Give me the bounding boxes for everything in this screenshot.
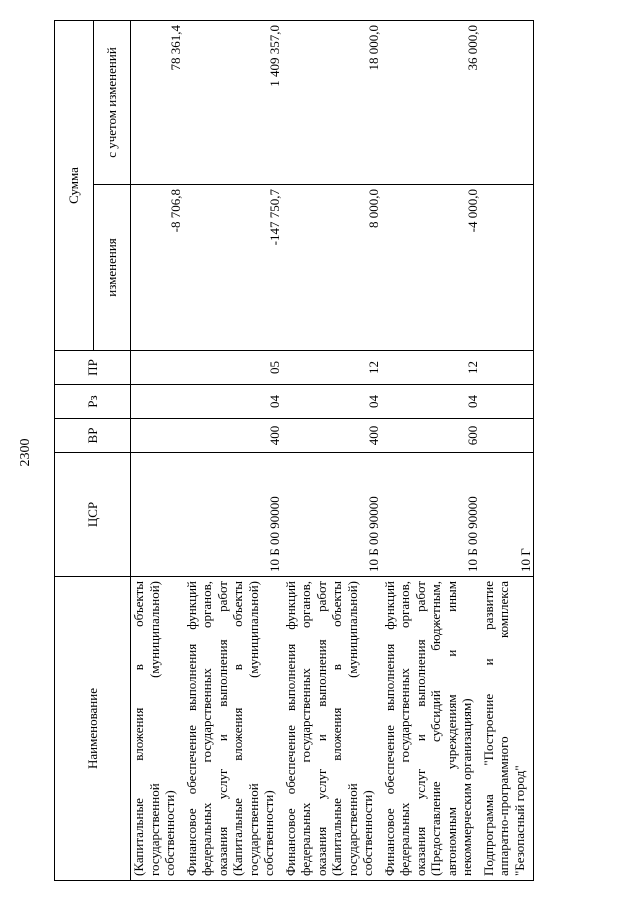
row-with-changes: 36 000,0: [382, 21, 481, 185]
row-vr: [481, 419, 534, 453]
row-csr: [131, 453, 184, 577]
row-name-line: Финансовое обеспечение выполнения функций: [381, 581, 397, 876]
row-pr: [131, 351, 184, 385]
row-name-line: "Безопасный город": [511, 765, 527, 876]
header-changes: изменения: [94, 185, 131, 351]
table-row: [382, 21, 481, 881]
row-pr: 12: [283, 351, 382, 385]
row-vr: 400: [283, 419, 382, 453]
row-csr: 10 Г: [481, 453, 534, 577]
row-name-line: государственной (муниципальной): [146, 581, 162, 876]
row-rz: 04: [283, 385, 382, 419]
row-name-line: государственной (муниципальной): [344, 581, 360, 876]
row-name-line: оказания услуг и выполнения работ: [412, 581, 428, 876]
row-vr: 600: [382, 419, 481, 453]
row-name-line: собственности): [360, 790, 375, 876]
table-row: [131, 21, 184, 881]
row-changes: -8 706,8: [131, 185, 184, 351]
row-name: [382, 577, 481, 881]
row-changes: -147 750,7: [184, 185, 283, 351]
table-body: [131, 21, 534, 881]
row-name-line: федеральных государственных органов,: [298, 581, 313, 876]
row-name-line: автономным учреждениям и иным: [443, 581, 459, 876]
row-with-changes: [481, 21, 534, 185]
header-csr: ЦСР: [55, 453, 131, 577]
row-vr: [131, 419, 184, 453]
header-pr: ПР: [55, 351, 131, 385]
row-pr: [481, 351, 534, 385]
row-name-line: (Капитальные вложения в объекты: [131, 581, 146, 876]
row-vr: 400: [184, 419, 283, 453]
header-with-changes: с учетом изменений: [94, 21, 131, 185]
row-name-line: аппаратно-программного комплекса: [496, 581, 511, 876]
row-name: [131, 577, 184, 881]
row-name-line: собственности): [261, 790, 276, 876]
row-name-line: оказания услуг и выполнения работ: [313, 581, 329, 876]
row-name-line: оказания услуг и выполнения работ: [214, 581, 230, 876]
page-number: 2300: [18, 438, 33, 467]
row-csr: 10 Б 00 90000: [382, 453, 481, 577]
row-name: [481, 577, 534, 881]
row-name-line: Подпрограмма "Построение и развитие: [480, 581, 496, 876]
row-with-changes: 1 409 357,0: [184, 21, 283, 185]
table-row: [184, 21, 283, 881]
row-rz: [131, 385, 184, 419]
table-row: [481, 21, 534, 881]
row-changes: 8 000,0: [283, 185, 382, 351]
header-vr: ВР: [55, 419, 131, 453]
header-name: Наименование: [55, 577, 131, 881]
row-name: [283, 577, 382, 881]
row-name-line: собственности): [162, 790, 177, 876]
row-rz: 04: [382, 385, 481, 419]
row-with-changes: 78 361,4: [131, 21, 184, 185]
row-name-line: (Капитальные вложения в объекты: [230, 581, 245, 876]
row-name: [184, 577, 283, 881]
row-rz: [481, 385, 534, 419]
row-name-line: Финансовое обеспечение выполнения функций: [183, 581, 199, 876]
row-pr: 05: [184, 351, 283, 385]
row-changes: -4 000,0: [382, 185, 481, 351]
row-csr: 10 Б 00 90000: [184, 453, 283, 577]
table-row: [283, 21, 382, 881]
budget-table: [54, 20, 534, 881]
row-name-line: (Капитальные вложения в объекты: [329, 581, 344, 876]
row-name-line: федеральных государственных органов,: [397, 581, 412, 876]
row-csr: 10 Б 00 90000: [283, 453, 382, 577]
header-sum: Сумма: [55, 21, 94, 351]
row-changes: [481, 185, 534, 351]
row-pr: 12: [382, 351, 481, 385]
row-name-line: федеральных государственных органов,: [199, 581, 214, 876]
row-name-line: государственной (муниципальной): [245, 581, 261, 876]
header-rz: Рз: [55, 385, 131, 419]
row-with-changes: 18 000,0: [283, 21, 382, 185]
row-name-line: Финансовое обеспечение выполнения функций: [282, 581, 298, 876]
row-name-line: некоммерческим организациям): [459, 698, 474, 876]
row-rz: 04: [184, 385, 283, 419]
row-name-line: (Предоставление субсидий бюджетным,: [428, 581, 443, 876]
